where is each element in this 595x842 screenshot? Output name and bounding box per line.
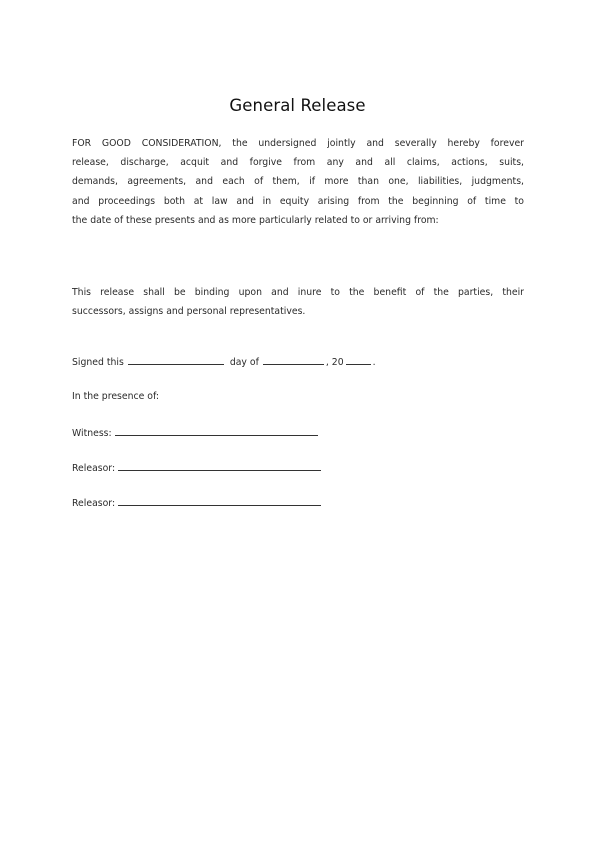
releasor-label: Releasor:	[72, 463, 116, 474]
month-blank[interactable]	[263, 356, 324, 365]
paragraph-line: release, discharge, acquit and forgive from any and all claims, actions, suits,	[72, 157, 524, 169]
releasor-line	[72, 462, 321, 474]
witness-label: Witness:	[72, 428, 112, 439]
paragraph-line: successors, assigns and personal representatives.	[72, 306, 306, 318]
signed-line	[72, 356, 376, 368]
day-of-label: day of	[229, 357, 259, 368]
paragraph-line: FOR GOOD CONSIDERATION, the undersigned jointly and severally hereby forever	[72, 138, 524, 149]
witness-line	[72, 427, 318, 439]
paragraph-line: the date of these presents and as more particularly related to or arriving from:	[72, 214, 439, 226]
paragraph-line: This release shall be binding upon and inure to the benefit of the parties, their	[72, 287, 524, 298]
presence-label: In the presence of:	[72, 391, 160, 402]
year-blank[interactable]	[346, 356, 371, 365]
paragraph-line: and proceedings both at law and in equity arising from the beginning of time to	[72, 195, 524, 207]
signed-day-blank[interactable]	[128, 356, 224, 365]
witness-signature-blank[interactable]	[115, 427, 318, 436]
year-comma: ,	[325, 357, 332, 368]
releasor-line	[72, 497, 321, 509]
year-prefix: 20	[331, 357, 344, 368]
release-paragraph	[72, 134, 524, 230]
releasor-signature-blank[interactable]	[118, 462, 321, 471]
releasor-label: Releasor:	[72, 498, 116, 509]
document-title: General Release	[229, 96, 366, 115]
signed-suffix: .	[372, 357, 376, 368]
releasor-signature-blank[interactable]	[118, 497, 321, 506]
paragraph-line: demands, agreements, and each of them, if more than one, liabilities, judgments,	[72, 176, 524, 188]
binding-paragraph	[72, 283, 524, 321]
signed-label: Signed this	[72, 357, 124, 368]
